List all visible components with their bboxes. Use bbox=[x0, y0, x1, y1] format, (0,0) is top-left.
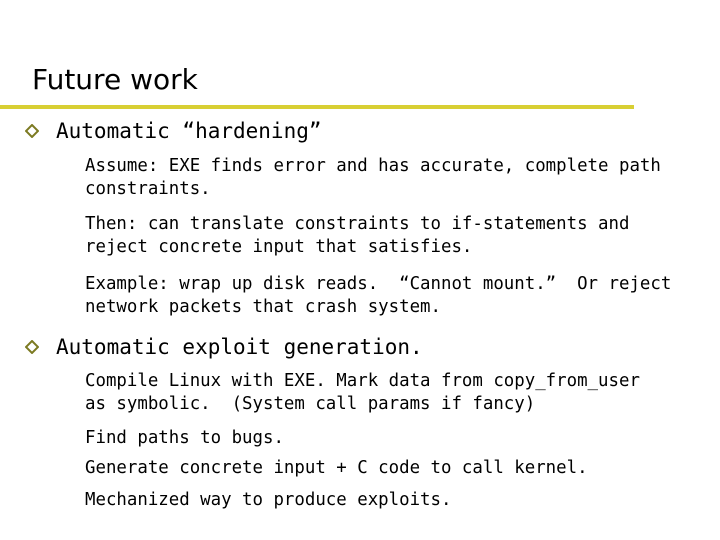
hollow-diamond-bullet-icon bbox=[25, 124, 39, 138]
hollow-diamond-bullet-icon bbox=[25, 340, 39, 354]
bullet-automatic-hardening: Automatic “hardening” bbox=[56, 119, 322, 143]
subitem-exploit-compile: Compile Linux with EXE. Mark data from copy_from_user as symbolic. (System call params if fancy) bbox=[85, 371, 640, 414]
subitem-exploit-generate-input: Generate concrete input + C code to call kernel. bbox=[85, 458, 588, 478]
subitem-hardening-assume: Assume: EXE finds error and has accurate, complete path constraints. bbox=[85, 156, 661, 199]
bullet-automatic-exploit-generation: Automatic exploit generation. bbox=[56, 335, 423, 359]
title-underline bbox=[0, 105, 634, 109]
subitem-hardening-example: Example: wrap up disk reads. “Cannot mount.” Or reject network packets that crash system. bbox=[85, 274, 672, 317]
subitem-exploit-find-paths: Find paths to bugs. bbox=[85, 428, 284, 448]
subitem-hardening-then: Then: can translate constraints to if-statements and reject concrete input that satisfies. bbox=[85, 214, 630, 257]
subitem-exploit-mechanized: Mechanized way to produce exploits. bbox=[85, 490, 452, 510]
slide-title: Future work bbox=[32, 63, 198, 96]
